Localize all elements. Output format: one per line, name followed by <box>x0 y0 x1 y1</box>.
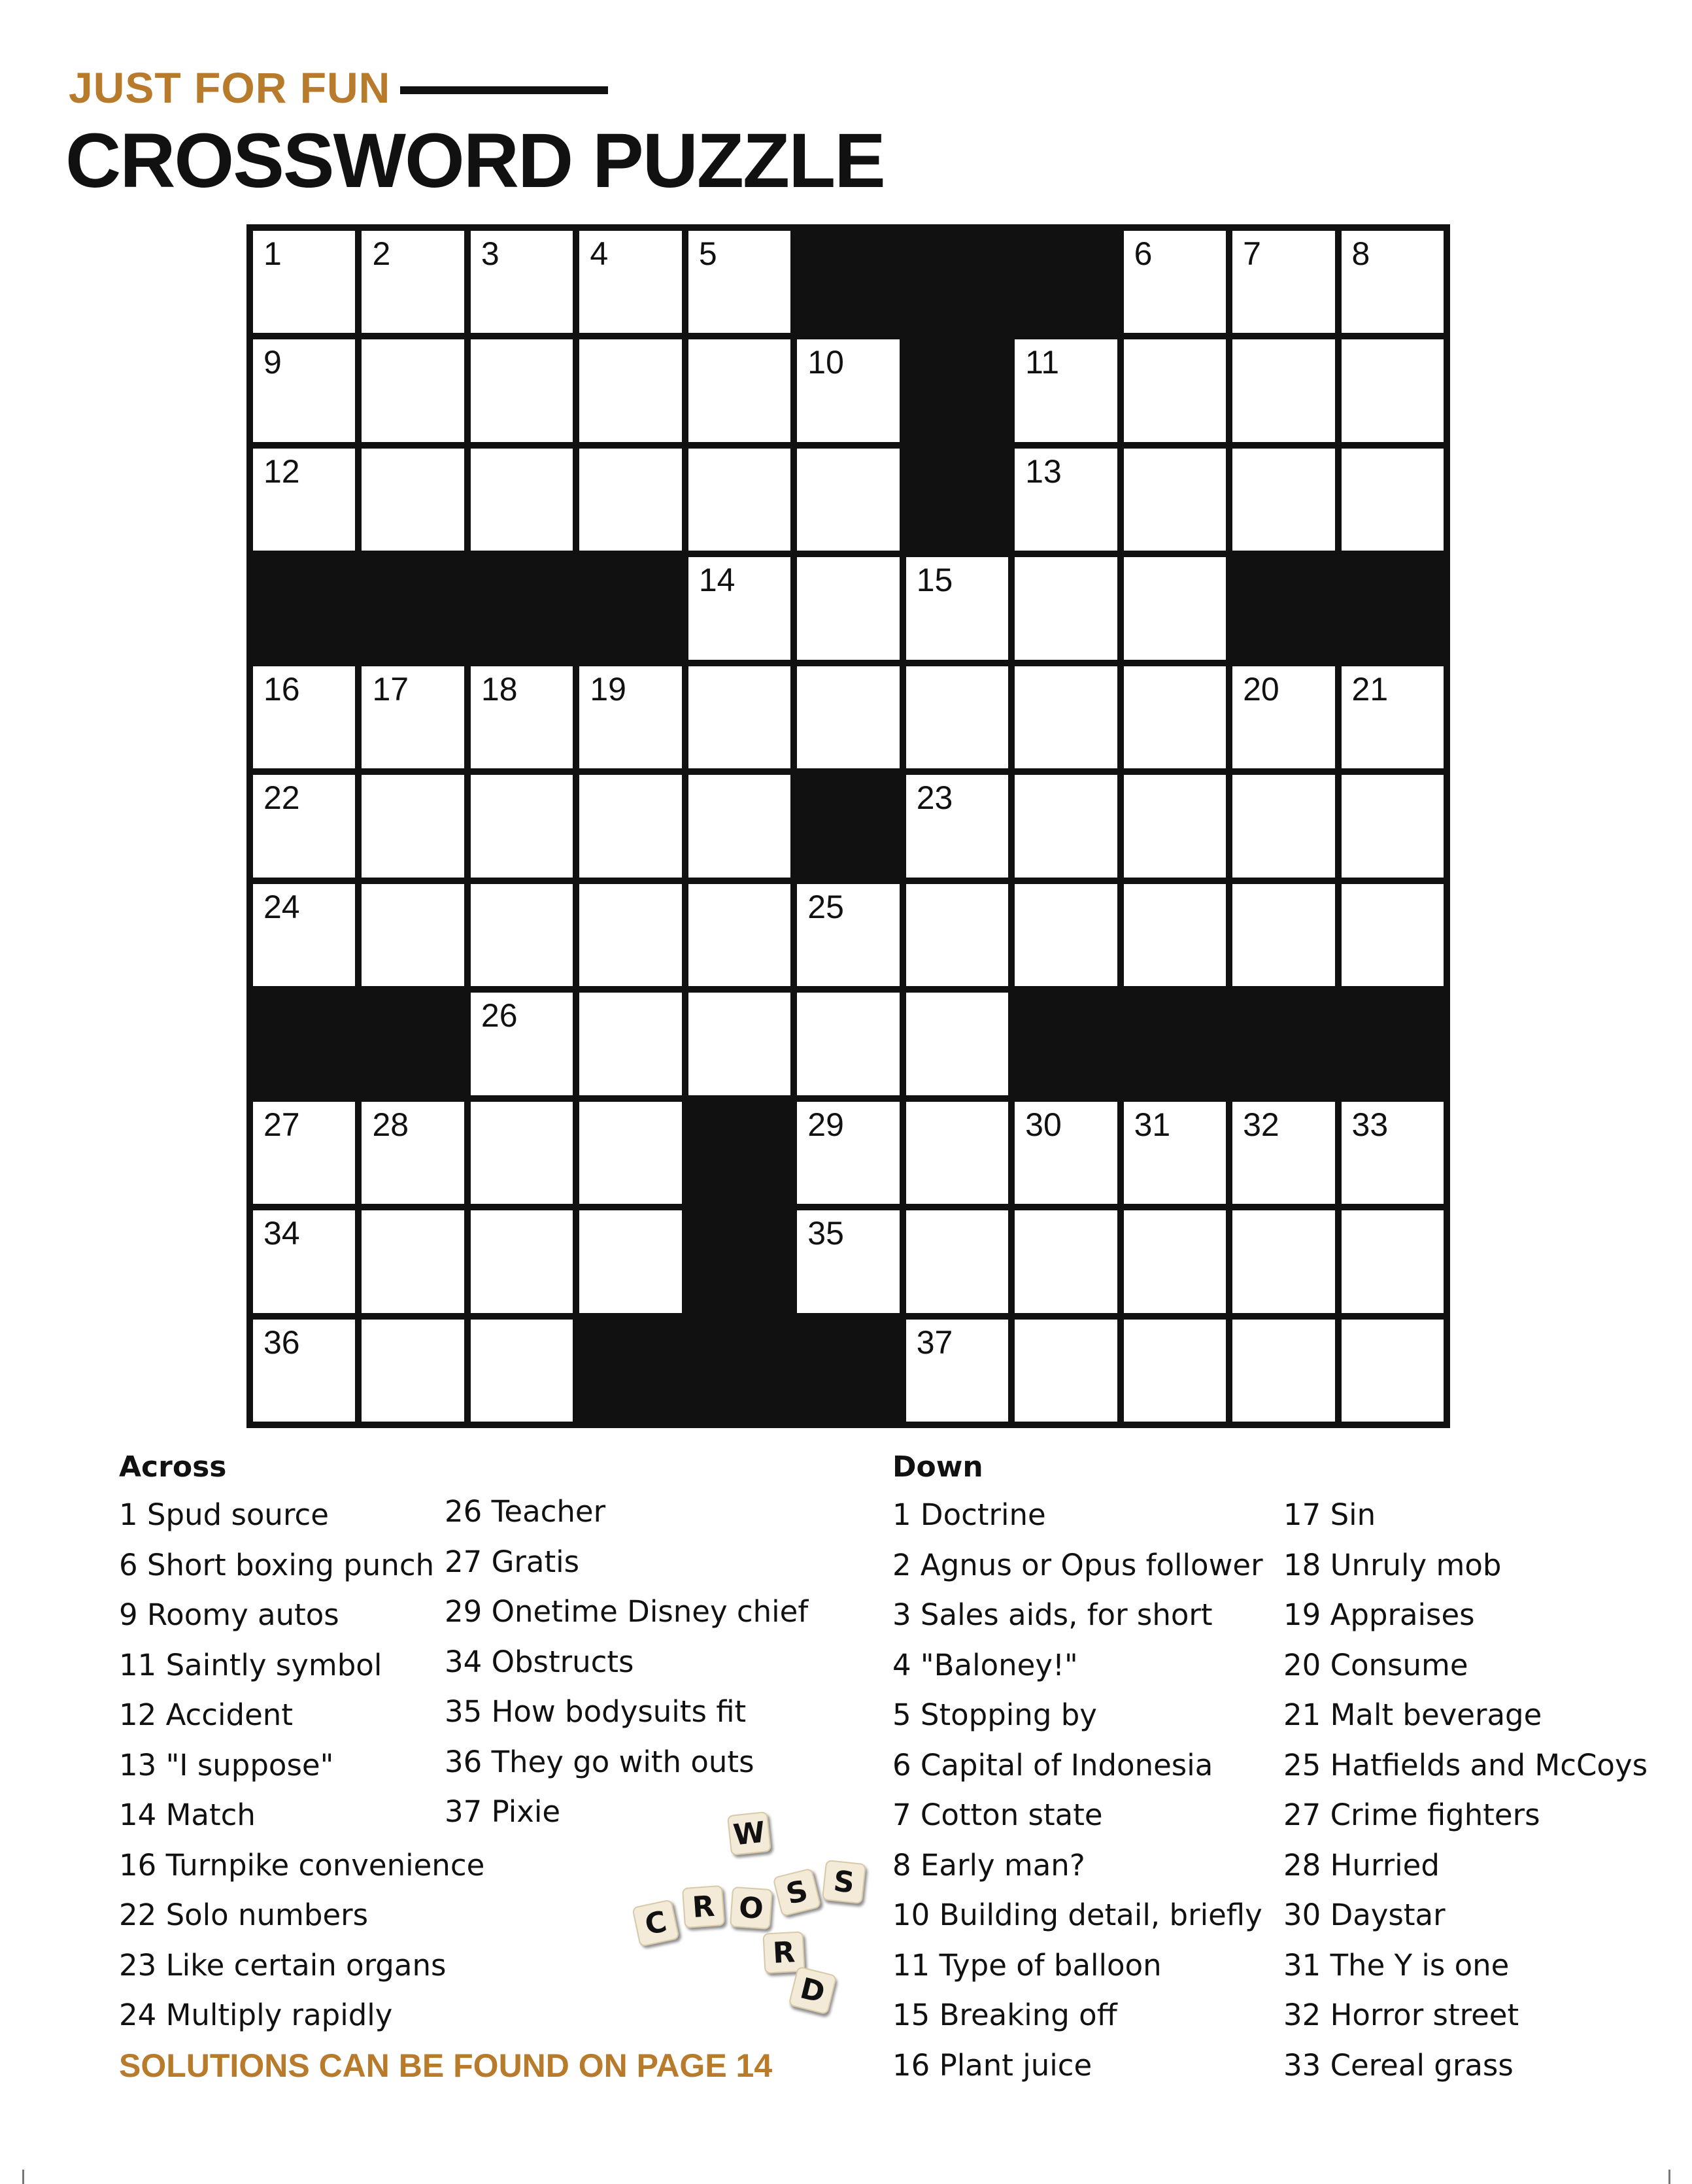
black-square <box>250 989 359 1099</box>
clue-item: 26 Teacher <box>445 1494 606 1529</box>
clue-number: 6 <box>1134 235 1153 272</box>
clue-item: 31 The Y is one <box>1283 1947 1510 1983</box>
grid-cell[interactable] <box>1124 666 1226 768</box>
grid-cell[interactable] <box>1342 666 1444 768</box>
grid-cell[interactable] <box>688 993 790 1095</box>
grid-cell[interactable] <box>1232 884 1334 986</box>
clue-number: 23 <box>916 779 953 817</box>
grid-cell[interactable] <box>1124 557 1226 659</box>
black-square <box>794 1316 903 1425</box>
grid-cell[interactable] <box>579 884 681 986</box>
grid-cell[interactable] <box>1232 1320 1334 1422</box>
clue-number: 27 <box>263 1106 300 1143</box>
grid-cell[interactable] <box>253 775 355 877</box>
grid-cell[interactable] <box>579 775 681 877</box>
letter-tile: S <box>822 1860 866 1904</box>
kicker-rule <box>400 86 608 94</box>
clue-item: 22 Solo numbers <box>119 1898 369 1932</box>
clue-item: 8 Early man? <box>892 1847 1085 1883</box>
clue-number: 28 <box>372 1106 409 1143</box>
grid-cell[interactable] <box>1124 1210 1226 1312</box>
black-square <box>685 1316 794 1425</box>
black-square <box>794 772 903 881</box>
section-kicker: JUST FOR FUN <box>69 63 391 112</box>
black-square <box>1011 989 1121 1099</box>
clue-item: 35 How bodysuits fit <box>445 1694 747 1729</box>
clue-number: 17 <box>372 670 409 708</box>
grid-cell[interactable] <box>1342 775 1444 877</box>
clue-number: 32 <box>1243 1106 1279 1143</box>
clue-number: 34 <box>263 1215 300 1252</box>
grid-cell[interactable] <box>1015 666 1117 768</box>
grid-cell[interactable] <box>579 1210 681 1312</box>
clue-number: 26 <box>481 997 518 1034</box>
clue-item: 28 Hurried <box>1283 1847 1440 1883</box>
clue-item: 20 Consume <box>1283 1647 1468 1682</box>
black-square <box>1121 989 1230 1099</box>
clue-item: 13 "I suppose" <box>119 1747 334 1783</box>
grid-cell[interactable] <box>253 884 355 986</box>
black-square <box>1338 989 1447 1099</box>
grid-cell[interactable] <box>362 1210 464 1312</box>
grid-cell[interactable] <box>1342 1102 1444 1204</box>
clue-number: 33 <box>1351 1106 1389 1143</box>
clue-number: 24 <box>263 888 300 925</box>
grid-cell[interactable] <box>362 231 464 333</box>
grid-cell[interactable] <box>1342 1210 1444 1312</box>
clue-item: 30 Daystar <box>1283 1898 1446 1932</box>
clue-item: 3 Sales aids, for short <box>892 1597 1213 1632</box>
grid-cell[interactable] <box>579 1102 681 1204</box>
clue-item: 29 Onetime Disney chief <box>445 1594 809 1629</box>
clue-item: 19 Appraises <box>1283 1597 1475 1632</box>
grid-cell[interactable] <box>1342 231 1444 333</box>
black-square <box>358 989 467 1099</box>
grid-cell[interactable] <box>688 666 790 768</box>
crossword-tiles-graphic <box>621 1801 883 2010</box>
grid-cell[interactable] <box>471 884 573 986</box>
clue-number: 22 <box>263 779 300 817</box>
clue-item: 6 Short boxing punch <box>119 1547 435 1582</box>
grid-cell[interactable] <box>362 775 464 877</box>
grid-cell[interactable] <box>253 1102 355 1204</box>
grid-cell[interactable] <box>1232 339 1334 441</box>
grid-cell[interactable] <box>253 1320 355 1422</box>
clue-item: 11 Type of balloon <box>892 1947 1162 1983</box>
grid-cell[interactable] <box>1124 231 1226 333</box>
clue-number: 18 <box>481 670 518 708</box>
grid-cell[interactable] <box>1124 1320 1226 1422</box>
grid-cell[interactable] <box>253 449 355 551</box>
grid-cell[interactable] <box>797 884 899 986</box>
clue-number: 35 <box>807 1215 844 1252</box>
clue-number: 19 <box>590 670 626 708</box>
clue-item: 32 Horror street <box>1283 1998 1519 2032</box>
clue-number: 14 <box>698 562 736 599</box>
letter-tile: D <box>788 1966 837 2015</box>
clue-number: 1 <box>263 235 282 272</box>
solutions-note: SOLUTIONS CAN BE FOUND ON PAGE 14 <box>119 2047 773 2084</box>
grid-cell[interactable] <box>362 666 464 768</box>
clue-item: 9 Roomy autos <box>119 1597 339 1632</box>
grid-cell[interactable] <box>1015 557 1117 659</box>
grid-cell[interactable] <box>362 449 464 551</box>
grid-cell[interactable] <box>253 339 355 441</box>
grid-cell[interactable] <box>1232 775 1334 877</box>
clue-item: 12 Accident <box>119 1698 293 1732</box>
clue-number: 8 <box>1351 235 1370 272</box>
clue-item: 34 Obstructs <box>445 1644 634 1679</box>
grid-cell[interactable] <box>1232 231 1334 333</box>
clue-item: 11 Saintly symbol <box>119 1647 382 1682</box>
clue-item: 18 Unruly mob <box>1283 1547 1502 1582</box>
grid-cell[interactable] <box>471 666 573 768</box>
grid-cell[interactable] <box>362 1320 464 1422</box>
grid-cell[interactable] <box>797 1102 899 1204</box>
grid-cell[interactable] <box>906 884 1008 986</box>
black-square <box>794 228 903 337</box>
clue-number: 9 <box>263 344 282 381</box>
grid-cell[interactable] <box>362 1102 464 1204</box>
clue-item: 16 Plant juice <box>892 2047 1092 2083</box>
clue-item: 5 Stopping by <box>892 1698 1097 1732</box>
letter-tile: R <box>682 1885 725 1928</box>
grid-cell[interactable] <box>688 884 790 986</box>
grid-cell[interactable] <box>579 993 681 1095</box>
grid-cell[interactable] <box>471 449 573 551</box>
grid-cell[interactable] <box>1342 884 1444 986</box>
grid-cell[interactable] <box>797 666 899 768</box>
grid-cell[interactable] <box>797 1210 899 1312</box>
grid-cell[interactable] <box>688 449 790 551</box>
clue-number: 37 <box>916 1323 953 1361</box>
grid-cell[interactable] <box>1232 449 1334 551</box>
clue-number: 11 <box>1025 344 1060 381</box>
grid-cell[interactable] <box>906 1102 1008 1204</box>
grid-cell[interactable] <box>1015 775 1117 877</box>
grid-cell[interactable] <box>579 339 681 441</box>
grid-cell[interactable] <box>906 1210 1008 1312</box>
letter-tile: R <box>762 1931 805 1973</box>
black-square <box>903 445 1012 555</box>
black-square <box>358 554 467 663</box>
grid-cell[interactable] <box>1342 339 1444 441</box>
black-square <box>1338 554 1447 663</box>
grid-cell[interactable] <box>688 231 790 333</box>
clue-item: 14 Match <box>119 1798 256 1832</box>
clue-number: 21 <box>1351 670 1389 708</box>
grid-cell[interactable] <box>1015 449 1117 551</box>
clue-number: 5 <box>698 235 717 272</box>
grid-cell[interactable] <box>906 993 1008 1095</box>
grid-cell[interactable] <box>1124 339 1226 441</box>
clue-item: 27 Gratis <box>445 1544 580 1579</box>
grid-cell[interactable] <box>253 1210 355 1312</box>
grid-cell[interactable] <box>1124 884 1226 986</box>
clue-number: 3 <box>481 235 499 272</box>
clue-item: 21 Malt beverage <box>1283 1698 1542 1732</box>
grid-cell[interactable] <box>1232 1210 1334 1312</box>
grid-cell[interactable] <box>1015 1102 1117 1204</box>
grid-cell[interactable] <box>471 1320 573 1422</box>
clue-item: 24 Multiply rapidly <box>119 1998 393 2032</box>
black-square <box>685 1099 794 1208</box>
black-square <box>1229 554 1338 663</box>
crop-mark <box>22 2170 24 2184</box>
black-square <box>250 554 359 663</box>
black-square <box>576 1316 685 1425</box>
clue-number: 13 <box>1025 452 1062 490</box>
down-heading: Down <box>892 1450 983 1484</box>
across-heading: Across <box>119 1450 227 1484</box>
black-square <box>903 336 1012 445</box>
clue-item: 4 "Baloney!" <box>892 1647 1078 1682</box>
grid-cell[interactable] <box>362 884 464 986</box>
grid-cell[interactable] <box>1015 1320 1117 1422</box>
clue-item: 36 They go with outs <box>445 1744 754 1779</box>
black-square <box>576 554 685 663</box>
grid-cell[interactable] <box>579 666 681 768</box>
black-square <box>903 228 1012 337</box>
grid-cell[interactable] <box>797 339 899 441</box>
grid-cell[interactable] <box>688 339 790 441</box>
grid-cell[interactable] <box>1015 1210 1117 1312</box>
clue-item: 25 Hatfields and McCoys <box>1283 1747 1648 1783</box>
clue-number: 7 <box>1243 235 1261 272</box>
grid-cell[interactable] <box>253 666 355 768</box>
grid-cell[interactable] <box>1015 339 1117 441</box>
clue-number: 20 <box>1243 670 1279 708</box>
grid-cell[interactable] <box>906 1320 1008 1422</box>
clue-item: 37 Pixie <box>445 1794 561 1829</box>
grid-cell[interactable] <box>797 449 899 551</box>
clue-item: 1 Doctrine <box>892 1497 1046 1532</box>
page-title: CROSSWORD PUZZLE <box>65 118 885 204</box>
grid-cell[interactable] <box>797 557 899 659</box>
grid-cell[interactable] <box>688 775 790 877</box>
black-square <box>1011 228 1121 337</box>
letter-tile: C <box>632 1899 680 1947</box>
clue-number: 30 <box>1025 1106 1062 1143</box>
grid-cell[interactable] <box>253 231 355 333</box>
clue-number: 31 <box>1134 1106 1171 1143</box>
clue-item: 15 Breaking off <box>892 1998 1117 2032</box>
black-square <box>467 554 577 663</box>
clue-item: 7 Cotton state <box>892 1798 1103 1832</box>
grid-cell[interactable] <box>1124 775 1226 877</box>
clue-number: 2 <box>372 235 391 272</box>
clue-number: 10 <box>807 344 844 381</box>
clue-item: 23 Like certain organs <box>119 1947 447 1983</box>
grid-cell[interactable] <box>688 557 790 659</box>
clue-number: 15 <box>916 562 953 599</box>
letter-tile: O <box>730 1886 773 1930</box>
grid-cell[interactable] <box>1232 666 1334 768</box>
clue-number: 4 <box>590 235 609 272</box>
clue-item: 17 Sin <box>1283 1497 1376 1532</box>
clue-item: 10 Building detail, briefly <box>892 1898 1262 1932</box>
black-square <box>1229 989 1338 1099</box>
clue-item: 16 Turnpike convenience <box>119 1847 485 1883</box>
grid-cell[interactable] <box>906 557 1008 659</box>
letter-tile: S <box>772 1868 821 1917</box>
grid-cell[interactable] <box>906 666 1008 768</box>
grid-cell[interactable] <box>471 339 573 441</box>
grid-cell[interactable] <box>1124 1102 1226 1204</box>
clue-number: 29 <box>807 1106 844 1143</box>
grid-cell[interactable] <box>1342 449 1444 551</box>
clue-number: 36 <box>263 1323 300 1361</box>
crossword-grid <box>246 224 1450 1428</box>
clue-item: 27 Crime fighters <box>1283 1798 1540 1832</box>
grid-cell[interactable] <box>1015 884 1117 986</box>
clue-number: 12 <box>263 452 300 490</box>
crop-mark <box>1668 2170 1670 2184</box>
grid-cell[interactable] <box>471 1102 573 1204</box>
grid-cell[interactable] <box>906 775 1008 877</box>
grid-cell[interactable] <box>471 993 573 1095</box>
grid-cell[interactable] <box>579 449 681 551</box>
grid-cell[interactable] <box>471 231 573 333</box>
black-square <box>685 1207 794 1316</box>
clue-number: 16 <box>263 670 300 708</box>
grid-cell[interactable] <box>471 775 573 877</box>
clue-item: 33 Cereal grass <box>1283 2047 1514 2083</box>
clue-item: 2 Agnus or Opus follower <box>892 1547 1263 1582</box>
grid-cell[interactable] <box>362 339 464 441</box>
grid-cell[interactable] <box>1342 1320 1444 1422</box>
grid-cell[interactable] <box>579 231 681 333</box>
clue-item: 6 Capital of Indonesia <box>892 1747 1213 1783</box>
letter-tile: W <box>727 1811 771 1856</box>
grid-cell[interactable] <box>1124 449 1226 551</box>
grid-cell[interactable] <box>471 1210 573 1312</box>
clue-item: 1 Spud source <box>119 1497 329 1532</box>
clue-number: 25 <box>807 888 844 925</box>
grid-cell[interactable] <box>797 993 899 1095</box>
grid-cell[interactable] <box>1232 1102 1334 1204</box>
